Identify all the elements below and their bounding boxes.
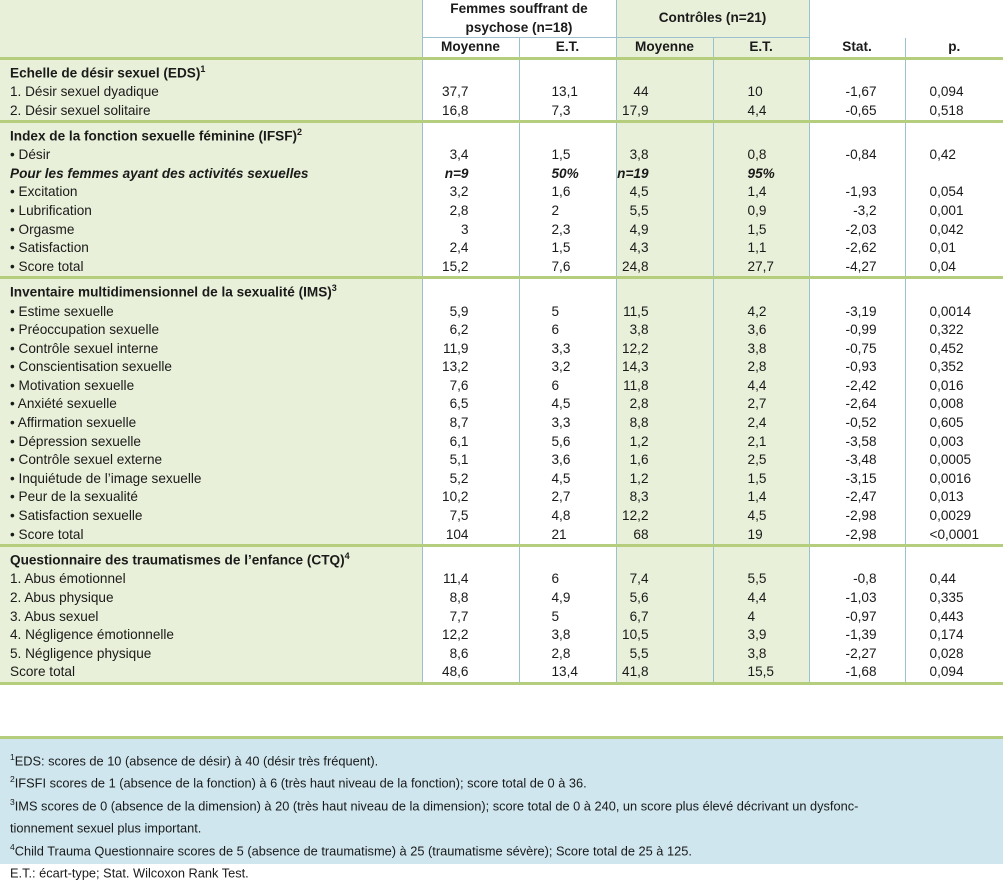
table-row: [0, 202, 1003, 221]
cell-mean-controls: 2,8: [616, 395, 713, 414]
cell-stat: -1,93: [809, 183, 905, 202]
cell-sd-controls: 4,4: [713, 102, 809, 122]
empty-cell: [809, 58, 905, 83]
cell-mean-psychosis: 8,6: [422, 645, 519, 664]
row-label: 2. Abus physique: [0, 589, 422, 608]
table-row: [0, 183, 1003, 202]
cell-sd-psychosis: 7,3: [519, 102, 616, 122]
cell-mean-controls: 1,2: [616, 433, 713, 452]
empty-cell: [905, 546, 1003, 571]
table-row: [0, 589, 1003, 608]
cell-sd-psychosis: 7,6: [519, 258, 616, 278]
cell-mean-controls: 68: [616, 526, 713, 546]
cell-mean-controls: 17,9: [616, 102, 713, 122]
cell-p-value: 0,016: [905, 377, 1003, 396]
cell-sd-psychosis: 3,2: [519, 358, 616, 377]
cell-mean-controls: 11,8: [616, 377, 713, 396]
cell-mean-controls: 7,4: [616, 570, 713, 589]
cell-mean-psychosis: 3,4: [422, 146, 519, 165]
cell-stat: -3,2: [809, 202, 905, 221]
cell-p-value: 0,443: [905, 608, 1003, 627]
group-header-psychosis: Femmes souffrant de psychose (n=18): [422, 0, 616, 38]
cell-mean-controls: 44: [616, 83, 713, 102]
table-row: [0, 221, 1003, 240]
table-row: [0, 239, 1003, 258]
cell-p-value: 0,013: [905, 488, 1003, 507]
cell-mean-controls: 10,5: [616, 626, 713, 645]
row-label: Pour les femmes ayant des activités sexuelles: [0, 165, 422, 184]
cell-p-value: 0,0014: [905, 303, 1003, 322]
empty-cell: [616, 278, 713, 303]
cell-sd-psychosis: 5,6: [519, 433, 616, 452]
row-label: • Satisfaction: [0, 239, 422, 258]
cell-mean-psychosis: 37,7: [422, 83, 519, 102]
empty-cell: [809, 122, 905, 147]
empty-cell: [809, 546, 905, 571]
table-row: [0, 470, 1003, 489]
row-label: 2. Désir sexuel solitaire: [0, 102, 422, 122]
cell-mean-psychosis: 11,9: [422, 340, 519, 359]
cell-mean-psychosis: 3: [422, 221, 519, 240]
cell-p-value: <0,0001: [905, 526, 1003, 546]
table-row: [0, 663, 1003, 683]
cell-mean-controls: 41,8: [616, 663, 713, 683]
cell-sd-psychosis: 6: [519, 321, 616, 340]
table-row: [0, 433, 1003, 452]
cell-stat: -0,99: [809, 321, 905, 340]
cell-stat: [809, 165, 905, 184]
cell-sd-psychosis: 5: [519, 303, 616, 322]
cell-stat: -0,93: [809, 358, 905, 377]
cell-p-value: 0,01: [905, 239, 1003, 258]
row-label: • Satisfaction sexuelle: [0, 507, 422, 526]
cell-sd-psychosis: 2,7: [519, 488, 616, 507]
section-header-ctq: [0, 546, 1003, 571]
cell-sd-psychosis: 6: [519, 570, 616, 589]
table-row: [0, 645, 1003, 664]
cell-p-value: 0,003: [905, 433, 1003, 452]
cell-mean-psychosis: 3,2: [422, 183, 519, 202]
cell-stat: -1,67: [809, 83, 905, 102]
cell-p-value: 0,094: [905, 83, 1003, 102]
cell-mean-psychosis: 12,2: [422, 626, 519, 645]
section-header-ifsf: [0, 122, 1003, 147]
cell-stat: -1,68: [809, 663, 905, 683]
cell-mean-psychosis: 5,2: [422, 470, 519, 489]
row-label: • Préoccupation sexuelle: [0, 321, 422, 340]
cell-sd-controls: 1,5: [713, 470, 809, 489]
cell-mean-controls: 11,5: [616, 303, 713, 322]
cell-sd-controls: 2,4: [713, 414, 809, 433]
header-row-columns: [0, 38, 1003, 59]
table-row: [0, 321, 1003, 340]
cell-mean-psychosis: 5,1: [422, 451, 519, 470]
table-row: [0, 358, 1003, 377]
cell-mean-psychosis: 7,5: [422, 507, 519, 526]
empty-cell: [713, 58, 809, 83]
cell-stat: -2,64: [809, 395, 905, 414]
cell-sd-psychosis: 3,6: [519, 451, 616, 470]
cell-mean-controls: 8,3: [616, 488, 713, 507]
col-header-stat: Stat.: [809, 38, 905, 59]
table-row: [0, 146, 1003, 165]
cell-mean-controls: 5,5: [616, 645, 713, 664]
cell-stat: -2,62: [809, 239, 905, 258]
row-label: • Peur de la sexualité: [0, 488, 422, 507]
table-row: [0, 488, 1003, 507]
table-row: [0, 340, 1003, 359]
cell-stat: -2,98: [809, 526, 905, 546]
cell-mean-controls: 4,9: [616, 221, 713, 240]
row-label: • Inquiétude de l’image sexuelle: [0, 470, 422, 489]
empty-cell: [616, 546, 713, 571]
cell-mean-psychosis: 10,2: [422, 488, 519, 507]
cell-sd-controls: 27,7: [713, 258, 809, 278]
cell-mean-psychosis: 7,6: [422, 377, 519, 396]
row-label: • Dépression sexuelle: [0, 433, 422, 452]
empty-cell: [809, 278, 905, 303]
cell-sd-controls: 4,4: [713, 377, 809, 396]
row-label: • Motivation sexuelle: [0, 377, 422, 396]
row-label: Score total: [0, 663, 422, 683]
header-empty-cell: [0, 0, 422, 38]
row-label: • Désir: [0, 146, 422, 165]
table-row: [0, 451, 1003, 470]
table-row: [0, 102, 1003, 122]
empty-cell: [713, 122, 809, 147]
header-empty-label: [0, 38, 422, 59]
cell-stat: -2,98: [809, 507, 905, 526]
cell-mean-controls: 12,2: [616, 507, 713, 526]
cell-sd-psychosis: 13,4: [519, 663, 616, 683]
header-empty-stat: [809, 0, 1003, 38]
cell-p-value: 0,322: [905, 321, 1003, 340]
cell-sd-psychosis: 2: [519, 202, 616, 221]
cell-stat: -2,42: [809, 377, 905, 396]
cell-stat: -0,97: [809, 608, 905, 627]
row-label: 4. Négligence émotionnelle: [0, 626, 422, 645]
section-title: Inventaire multidimensionnel de la sexualité (IMS)$^3$: [0, 278, 422, 303]
table-row: [0, 414, 1003, 433]
cell-stat: -0,75: [809, 340, 905, 359]
row-label: • Score total: [0, 526, 422, 546]
empty-cell: [422, 278, 519, 303]
col-header-sd-1: E.T.: [519, 38, 616, 59]
section-title: Index de la fonction sexuelle féminine (IFSF)$^2$: [0, 122, 422, 147]
row-label: • Excitation: [0, 183, 422, 202]
cell-mean-controls: 6,7: [616, 608, 713, 627]
cell-mean-controls: 1,6: [616, 451, 713, 470]
cell-mean-psychosis: 48,6: [422, 663, 519, 683]
cell-sd-psychosis: 4,8: [519, 507, 616, 526]
row-label: • Lubrification: [0, 202, 422, 221]
footnote-line: $^3$IMS scores de 0 (absence de la dimension) à 20 (très haut niveau de la dimension); score total de 0 à 240, un score plus élevé décrivant un dysfonc-: [10, 796, 859, 814]
cell-sd-psychosis: 21: [519, 526, 616, 546]
row-label: • Affirmation sexuelle: [0, 414, 422, 433]
empty-cell: [616, 58, 713, 83]
cell-sd-psychosis: 1,6: [519, 183, 616, 202]
cell-p-value: 0,44: [905, 570, 1003, 589]
footnote-line: $^4$Child Trauma Questionnaire scores de 5 (absence de traumatisme) à 25 (traumatisme sévère); Score total de 25 à 125.: [10, 841, 692, 859]
table-row: [0, 258, 1003, 278]
row-label: 3. Abus sexuel: [0, 608, 422, 627]
cell-sd-controls: 4,2: [713, 303, 809, 322]
cell-stat: -2,27: [809, 645, 905, 664]
cell-stat: -2,47: [809, 488, 905, 507]
table-row: [0, 626, 1003, 645]
empty-cell: [519, 278, 616, 303]
cell-sd-controls: 3,8: [713, 340, 809, 359]
col-header-p: p.: [905, 38, 1003, 59]
table-row: [0, 608, 1003, 627]
cell-p-value: 0,0005: [905, 451, 1003, 470]
cell-stat: -0,84: [809, 146, 905, 165]
cell-sd-controls: 3,9: [713, 626, 809, 645]
cell-stat: -3,19: [809, 303, 905, 322]
empty-cell: [422, 546, 519, 571]
cell-mean-psychosis: 8,7: [422, 414, 519, 433]
cell-sd-psychosis: 1,5: [519, 146, 616, 165]
cell-p-value: 0,094: [905, 663, 1003, 683]
cell-sd-controls: 1,4: [713, 183, 809, 202]
empty-cell: [422, 122, 519, 147]
cell-stat: -3,48: [809, 451, 905, 470]
row-label: 1. Désir sexuel dyadique: [0, 83, 422, 102]
cell-stat: -4,27: [809, 258, 905, 278]
row-label: • Contrôle sexuel interne: [0, 340, 422, 359]
cell-sd-psychosis: 4,9: [519, 589, 616, 608]
cell-sd-controls: 2,1: [713, 433, 809, 452]
row-label: • Anxiété sexuelle: [0, 395, 422, 414]
cell-p-value: 0,008: [905, 395, 1003, 414]
empty-cell: [713, 278, 809, 303]
cell-p-value: 0,335: [905, 589, 1003, 608]
cell-p-value: 0,605: [905, 414, 1003, 433]
cell-mean-controls: 1,2: [616, 470, 713, 489]
cell-stat: -0,8: [809, 570, 905, 589]
cell-sd-psychosis: 4,5: [519, 470, 616, 489]
empty-cell: [422, 58, 519, 83]
cell-sd-controls: 4: [713, 608, 809, 627]
cell-p-value: 0,0029: [905, 507, 1003, 526]
cell-mean-psychosis: 6,1: [422, 433, 519, 452]
row-label: • Orgasme: [0, 221, 422, 240]
cell-mean-controls: 8,8: [616, 414, 713, 433]
cell-p-value: 0,001: [905, 202, 1003, 221]
cell-mean-psychosis: n=9: [422, 165, 519, 184]
cell-sd-controls: 19: [713, 526, 809, 546]
cell-mean-psychosis: 7,7: [422, 608, 519, 627]
cell-sd-psychosis: 1,5: [519, 239, 616, 258]
table-row: [0, 303, 1003, 322]
empty-cell: [616, 122, 713, 147]
cell-stat: -0,52: [809, 414, 905, 433]
cell-mean-psychosis: 16,8: [422, 102, 519, 122]
cell-mean-controls: 5,5: [616, 202, 713, 221]
empty-cell: [519, 122, 616, 147]
cell-mean-psychosis: 2,8: [422, 202, 519, 221]
cell-mean-controls: 14,3: [616, 358, 713, 377]
cell-p-value: 0,0016: [905, 470, 1003, 489]
row-label: • Score total: [0, 258, 422, 278]
empty-cell: [713, 546, 809, 571]
cell-p-value: 0,518: [905, 102, 1003, 122]
cell-p-value: 0,352: [905, 358, 1003, 377]
cell-p-value: 0,174: [905, 626, 1003, 645]
cell-sd-psychosis: 5: [519, 608, 616, 627]
cell-stat: -2,03: [809, 221, 905, 240]
cell-sd-controls: 2,7: [713, 395, 809, 414]
cell-mean-controls: 4,3: [616, 239, 713, 258]
cell-sd-controls: 3,8: [713, 645, 809, 664]
cell-mean-controls: 5,6: [616, 589, 713, 608]
table-row: [0, 526, 1003, 546]
footnote-line: $^2$IFSFI scores de 1 (absence de la fonction) à 6 (très haut niveau de la fonction); score total de 0 à 36.: [10, 774, 587, 791]
cell-mean-psychosis: 104: [422, 526, 519, 546]
cell-sd-psychosis: 13,1: [519, 83, 616, 102]
cell-mean-controls: 3,8: [616, 146, 713, 165]
cell-p-value: 0,04: [905, 258, 1003, 278]
row-label: • Conscientisation sexuelle: [0, 358, 422, 377]
col-header-mean-1: Moyenne: [422, 38, 519, 59]
cell-sd-psychosis: 2,8: [519, 645, 616, 664]
group-header-controls: Contrôles (n=21): [616, 0, 809, 38]
cell-p-value: 0,452: [905, 340, 1003, 359]
empty-cell: [905, 122, 1003, 147]
cell-mean-psychosis: 11,4: [422, 570, 519, 589]
cell-p-value: [905, 165, 1003, 184]
empty-cell: [905, 278, 1003, 303]
cell-sd-controls: 4,5: [713, 507, 809, 526]
cell-stat: -1,03: [809, 589, 905, 608]
cell-mean-psychosis: 8,8: [422, 589, 519, 608]
cell-sd-controls: 2,5: [713, 451, 809, 470]
cell-mean-controls: 4,5: [616, 183, 713, 202]
cell-mean-psychosis: 2,4: [422, 239, 519, 258]
cell-stat: -3,58: [809, 433, 905, 452]
col-header-mean-2: Moyenne: [616, 38, 713, 59]
cell-sd-controls: 0,8: [713, 146, 809, 165]
subgroup-row: [0, 165, 1003, 184]
cell-sd-controls: 1,4: [713, 488, 809, 507]
table-row: [0, 507, 1003, 526]
cell-p-value: 0,042: [905, 221, 1003, 240]
footnotes: [0, 736, 1003, 881]
header-row-groups: [0, 0, 1003, 38]
cell-stat: -1,39: [809, 626, 905, 645]
cell-sd-controls: 5,5: [713, 570, 809, 589]
table-row: [0, 83, 1003, 102]
empty-cell: [519, 546, 616, 571]
cell-sd-psychosis: 4,5: [519, 395, 616, 414]
cell-mean-controls: 3,8: [616, 321, 713, 340]
cell-sd-controls: 2,8: [713, 358, 809, 377]
cell-mean-controls: 12,2: [616, 340, 713, 359]
row-label: • Contrôle sexuel externe: [0, 451, 422, 470]
cell-mean-psychosis: 5,9: [422, 303, 519, 322]
cell-stat: -3,15: [809, 470, 905, 489]
cell-sd-psychosis: 3,3: [519, 414, 616, 433]
section-title: Questionnaire des traumatismes de l’enfance (CTQ)$^4$: [0, 546, 422, 571]
empty-cell: [905, 58, 1003, 83]
cell-mean-psychosis: 6,2: [422, 321, 519, 340]
footnote-line: $^1$EDS: scores de 10 (absence de désir) à 40 (désir très fréquent).: [10, 752, 379, 769]
footnote-line: tionnement sexuel plus important.: [10, 820, 202, 836]
section-title: Echelle de désir sexuel (EDS)$^1$: [0, 58, 422, 83]
section-header-ims: [0, 278, 1003, 303]
cell-mean-psychosis: 6,5: [422, 395, 519, 414]
section-header-eds: [0, 58, 1003, 83]
cell-sd-controls: 1,1: [713, 239, 809, 258]
cell-sd-psychosis: 2,3: [519, 221, 616, 240]
footnote-line: E.T.: écart-type; Stat. Wilcoxon Rank Test.: [10, 865, 249, 881]
table-row: [0, 395, 1003, 414]
col-header-sd-2: E.T.: [713, 38, 809, 59]
cell-sd-controls: 95%: [713, 165, 809, 184]
cell-p-value: 0,054: [905, 183, 1003, 202]
cell-stat: -0,65: [809, 102, 905, 122]
cell-mean-controls: n=19: [616, 165, 713, 184]
table-row: [0, 377, 1003, 396]
empty-cell: [519, 58, 616, 83]
cell-sd-controls: 4,4: [713, 589, 809, 608]
table-body: [0, 58, 1003, 683]
row-label: • Estime sexuelle: [0, 303, 422, 322]
cell-sd-controls: 0,9: [713, 202, 809, 221]
cell-sd-controls: 15,5: [713, 663, 809, 683]
cell-sd-controls: 1,5: [713, 221, 809, 240]
row-label: 5. Négligence physique: [0, 645, 422, 664]
cell-sd-psychosis: 6: [519, 377, 616, 396]
cell-p-value: 0,028: [905, 645, 1003, 664]
cell-sd-psychosis: 3,8: [519, 626, 616, 645]
row-label: 1. Abus émotionnel: [0, 570, 422, 589]
cell-sd-psychosis: 50%: [519, 165, 616, 184]
cell-mean-controls: 24,8: [616, 258, 713, 278]
cell-sd-controls: 10: [713, 83, 809, 102]
cell-sd-psychosis: 3,3: [519, 340, 616, 359]
table-row: [0, 570, 1003, 589]
cell-mean-psychosis: 15,2: [422, 258, 519, 278]
cell-sd-controls: 3,6: [713, 321, 809, 340]
cell-p-value: 0,42: [905, 146, 1003, 165]
cell-mean-psychosis: 13,2: [422, 358, 519, 377]
